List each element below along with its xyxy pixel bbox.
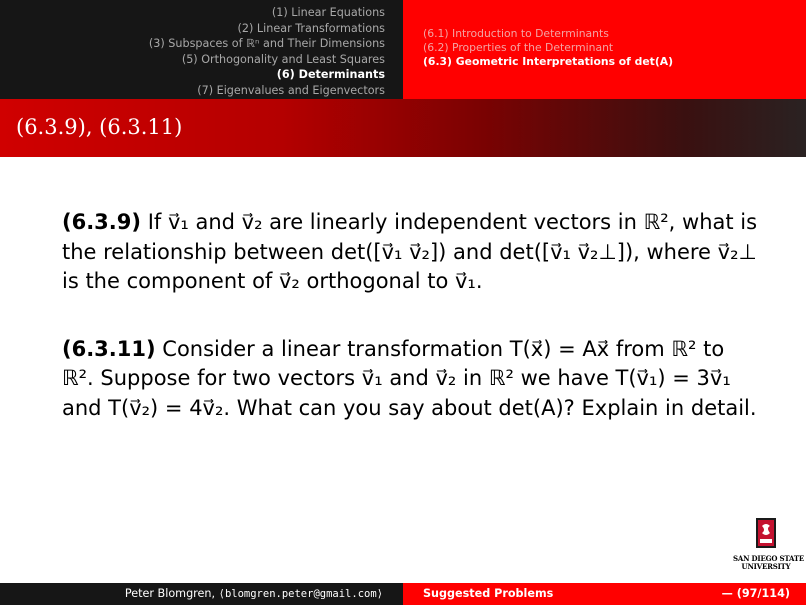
slide-content [62,208,762,461]
subsection-list [403,0,806,99]
problem-6-3-9 [62,208,762,297]
logo-line-1: SAN DIEGO STATE [733,554,804,563]
page-number: — (97/114) [721,587,790,600]
logo-line-2: UNIVERSITY [741,562,791,571]
problem-text: Consider a linear transformation T(x⃗) = Ax⃗ from ℝ² to ℝ². Suppose for two vectors v⃗₁ and v⃗₂ in ℝ² we have T(v⃗₁) = 3v⃗₁ and T(v⃗₂) = 4v⃗₂. What can you say about det(A)? Explain in detail. [62,336,757,420]
section-list [0,0,403,99]
section-item-subspaces[interactable]: (3) Subspaces of ℝⁿ and Their Dimensions [148,37,385,51]
section-item-determinants[interactable]: (6) Determinants [276,68,385,82]
footer-author [0,583,403,605]
section-item-orthogonality[interactable]: (5) Orthogonality and Least Squares [181,52,385,66]
section-item-eigenvalues[interactable]: (7) Eigenvalues and Eigenvectors [197,83,385,97]
sdsu-shield-icon [755,517,777,551]
author-name: Peter Blomgren, [124,587,216,600]
frame-title-bar [0,99,806,157]
university-logo [733,517,804,581]
section-item-linear-transformations[interactable]: (2) Linear Transformations [237,21,385,35]
footer [0,583,806,605]
section-item-linear-equations[interactable]: (1) Linear Equations [271,6,385,19]
frame-title: (6.3.9), (6.3.11) [16,115,183,139]
footer-section[interactable]: Suggested Problems [423,587,554,600]
subsection-item-intro-determinants[interactable]: (6.1) Introduction to Determinants [423,27,609,40]
subsection-item-properties-determinant[interactable]: (6.2) Properties of the Determinant [423,41,614,55]
problem-text: If v⃗₁ and v⃗₂ are linearly independent vectors in ℝ², what is the relationship between det([v⃗₁ v⃗₂]) and det([v⃗₁ v⃗₂⊥]), where v⃗₂⊥ is the component of v⃗₂ orthogonal to v⃗₁. [62,210,758,293]
footer-right [403,583,806,605]
author-email: ⟨blomgren.peter@gmail.com⟩ [218,588,383,600]
problem-number: (6.3.11) [62,336,156,361]
problem-6-3-11 [62,335,762,424]
header-navigation [0,0,806,99]
subsection-item-geometric-interpretations[interactable]: (6.3) Geometric Interpretations of det(A) [423,55,674,69]
problem-number: (6.3.9) [62,210,141,234]
